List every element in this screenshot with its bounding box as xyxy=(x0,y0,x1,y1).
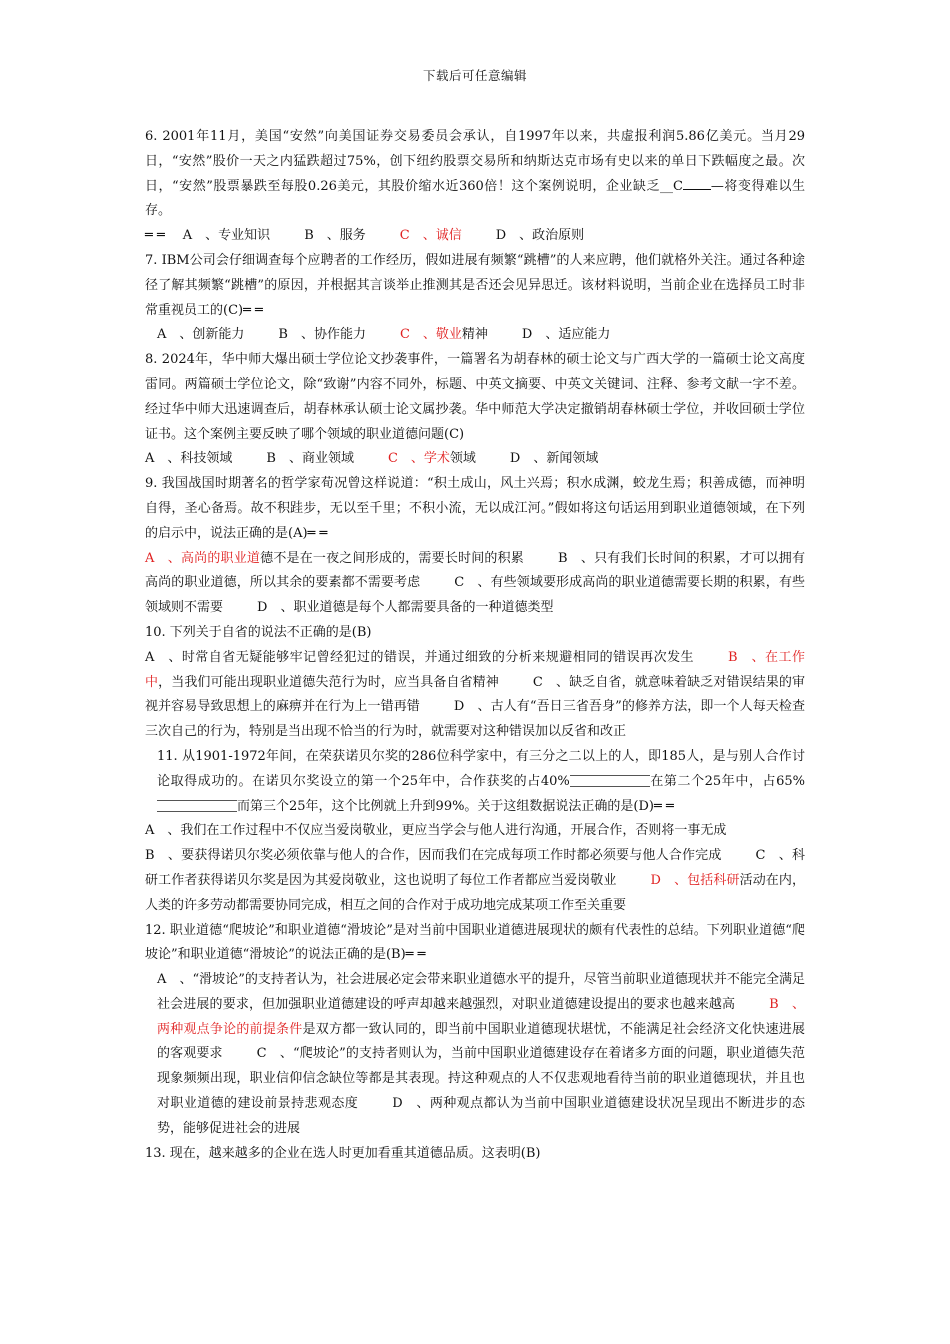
question-7-options: A 、创新能力 B 、协作能力 C 、敬业精神 D 、适应能力 xyxy=(157,327,611,343)
question-8: 8. 2024年，华中师大爆出硕士学位论文抄袭事件，一篇署名为胡春林的硕士论文与广西大学的一篇硕士论文高度雷同。两篇硕士学位论文，除“致谢”内容不同外，标题、中英文摘要、中英文关键词、注释、参考文献一字不差。经过华中师大迅速调查后，胡春林承认硕士论文属抄袭。华中师范大学决定撤销胡春林硕士学位，并收回硕士学位证书。这个案例主要反映了哪个领域的职业道德问题(C) xyxy=(145,352,805,442)
document-body xyxy=(145,125,805,1166)
question-8-options: A 、科技领域 B 、商业领域 C 、学术领域 D 、新闻领域 xyxy=(145,451,599,467)
option-a: A 、科技领域 xyxy=(145,451,233,467)
option-d: D 、两种观点都认为当前中国职业道德建设状况呈现出不断进步的态势，能够促进社会的进展 xyxy=(157,1096,805,1136)
option-a: A 、“滑坡论”的支持者认为，社会进展必定会带来职业道德水平的提升，尽管当前职业道德现状并不能完全满足社会进展的要求，但加强职业道德建设的呼声却越来越强烈，对职业道德建设提出的要求也越来越高 xyxy=(157,972,805,1012)
option-c-answer: C 、敬业 xyxy=(399,327,462,343)
question-11: 11. 从1901-1972年间，在荣获诺贝尔奖的286位科学家中，有三分之二以上的人，即185人，是与别人合作讨论取得成功的。在诺贝尔奖设立的第一个25年中，合作获奖的占40% 在第二个25年中，占65%而第三个25年，这个比例就上升到99%。关于这组数据说法正确的是(D)═ ═ xyxy=(157,748,806,814)
option-d-answer: D 、包括科研 xyxy=(650,872,740,888)
question-7: 7. IBM公司会仔细调查每个应聘者的工作经历，假如进展有频繁“跳槽”的人来应聘，他们就格外关注。通过各种途径了解其频繁“跳槽”的原因，并根据其言谈举止推测其是否还会见异思迁。该材料说明，当前企业在选择员工时非常重视员工的(C)═ ═ xyxy=(145,252,805,318)
option-a: A 、专业知识 xyxy=(182,228,271,244)
option-c-answer: C 、学术 xyxy=(387,451,450,467)
question-13: 13. 现在，越来越多的企业在选人时更加看重其道德品质。这表明(B) xyxy=(145,1145,541,1161)
question-10: 10. 下列关于自省的说法不正确的是(B) xyxy=(145,624,372,640)
question-10-options: A 、时常自省无疑能够牢记曾经犯过的错误，并通过细致的分析来规避相同的错误再次发生 B 、在工作中，当我们可能出现职业道德失范行为时，应当具备自省精神 C 、缺乏自省，就意味着缺乏对错误结果的审视并容易导致思想上的麻痹并在行为上一错再错 D 、古人有“吾日三省吾身”的修养方法，即一个人每天检查三次自己的行为，特别是当出现不恰当的行为时，就需要对这种错误加以反省和改正 xyxy=(145,649,805,740)
question-6-options: ═ ═ A 、专业知识 B 、服务 C 、诚信 D 、政治原则 xyxy=(145,228,585,244)
question-11-options: A 、我们在工作过程中不仅应当爱岗敬业，更应当学会与他人进行沟通，开展合作，否则将一事无成 B 、要获得诺贝尔奖必须依靠与他人的合作，因而我们在完成每项工作时都必须要与他人合作完成 C 、科研工作者获得诺贝尔奖是因为其爱岗敬业，这也说明了每位工作者都应当爱岗敬业 D 、包括科研活动在内，人类的许多劳动都需要协同完成，相互之间的合作对于成功地完成某项工作至关重要 xyxy=(145,823,805,913)
option-b: B 、要获得诺贝尔奖必须依靠与他人的合作，因而我们在完成每项工作时都必须要与他人合作完成 xyxy=(145,848,722,864)
option-d: D 、古人有“吾日三省吾身”的修养方法，即一个人每天检查三次自己的行为，特别是当出现不恰当的行为时，就需要对这种错误加以反省和改正 xyxy=(145,699,805,740)
wave-mark xyxy=(570,775,650,787)
option-b: B 、商业领域 xyxy=(266,451,354,467)
option-b-answer: B 、两种观点争论的前提条件 xyxy=(157,996,805,1037)
option-a: A 、时常自省无疑能够牢记曾经犯过的错误，并通过细致的分析来规避相同的错误再次发生 xyxy=(145,649,695,665)
option-c: C 、“爬坡论”的支持者则认为，当前中国职业道德建设存在着诸多方面的问题，职业道德失范现象频频出现，职业信仰信念缺位等都是其表现。持这种观点的人不仅悲观地看待当前的职业道德现状，并且也对职业道德的建设前景持悲观态度 xyxy=(157,1046,805,1112)
question-12: 12. 职业道德“爬坡论”和职业道德“滑坡论”是对当前中国职业道德进展现状的颇有代表性的总结。下列职业道德“爬坡论”和职业道德“滑坡论”的说法正确的是(B)═ ═ xyxy=(145,922,805,963)
option-d: D 、职业道德是每个人都需要具备的一种道德类型 xyxy=(257,600,554,616)
question-9: 9. 我国战国时期著名的哲学家荀况曾这样说道：“积土成山，风土兴焉；积水成渊，蛟龙生焉；积善成德，而神明自得，圣心备焉。故不积跬步，无以至千里；不积小流，无以成江河。”假如将这句话运用到职业道德领域，在下列的启示中，说法正确的是(A)═ ═ xyxy=(145,476,805,541)
option-b-answer: B 、在工作中 xyxy=(145,649,805,690)
wave-mark xyxy=(157,800,237,812)
question-12-options: A 、“滑坡论”的支持者认为，社会进展必定会带来职业道德水平的提升，尽管当前职业道德现状并不能完全满足社会进展的要求，但加强职业道德建设的呼声却越来越强烈，对职业道德建设提出的要求也越来越高 B 、两种观点争论的前提条件是双方都一致认同的，即当前中国职业道德现状堪忧，不能满足社会经济文化快速进展的客观要求 C 、“爬坡论”的支持者则认为，当前中国职业道德建设存在着诸多方面的问题，职业道德失范现象频频出现，职业信仰信念缺位等都是其表现。持这种观点的人不仅悲观地看待当前的职业道德现状，并且也对职业道德的建设前景持悲观态度 D 、两种观点都认为当前中国职业道德建设状况呈现出不断进步的态势，能够促进社会的进展 xyxy=(157,972,805,1136)
option-a: A 、创新能力 xyxy=(157,327,245,343)
option-c: C 、有些领域要形成高尚的职业道德需要长期的积累，有些领域则不需要 xyxy=(145,575,805,616)
question-9-options: A 、高尚的职业道德不是在一夜之间形成的，需要长时间的积累 B 、只有我们长时间的积累，才可以拥有高尚的职业道德，所以其余的要素都不需要考虑 C 、有些领域要形成高尚的职业道德需要长期的积累，有些领域则不需要 D 、职业道德是每个人都需要具备的一种道德类型 xyxy=(145,550,805,616)
option-a: A 、我们在工作过程中不仅应当爱岗敬业，更应当学会与他人进行沟通，开展合作，否则将一事无成 xyxy=(145,823,727,839)
option-b: B 、协作能力 xyxy=(278,327,366,343)
option-b: B 、服务 xyxy=(304,228,366,244)
option-a-answer: A 、高尚的职业道 xyxy=(145,550,261,566)
option-d: D 、新闻领域 xyxy=(509,451,599,467)
option-c: C 、科研工作者获得诺贝尔奖是因为其爱岗敬业，这也说明了每位工作者都应当爱岗敬业 xyxy=(145,848,805,888)
option-d: D 、适应能力 xyxy=(521,327,611,343)
question-6: 6. 2001年11月，美国“安然”向美国证券交易委员会承认，自1997年以来，共虚报利润5.86亿美元。当月29日，“安然”股价一天之内猛跌超过75%，创下纽约股票交易所和纳斯达克市场有史以来的单日下跌幅度之最。次日，“安然”股票暴跌至每股0.26美元，其股价缩水近360倍！这个案例说明，企业缺乏__C —将变得难以生存。 xyxy=(145,129,805,219)
option-b: B 、只有我们长时间的积累，才可以拥有高尚的职业道德，所以其余的要素都不需要考虑 xyxy=(145,550,805,591)
option-c: C 、缺乏自省，就意味着缺乏对错误结果的审视并容易导致思想上的麻痹并在行为上一错再错 xyxy=(145,674,805,715)
option-d: D 、政治原则 xyxy=(495,228,585,244)
page-header: 下载后可任意编辑 xyxy=(422,68,527,83)
option-c-answer: C 、诚信 xyxy=(399,228,462,244)
